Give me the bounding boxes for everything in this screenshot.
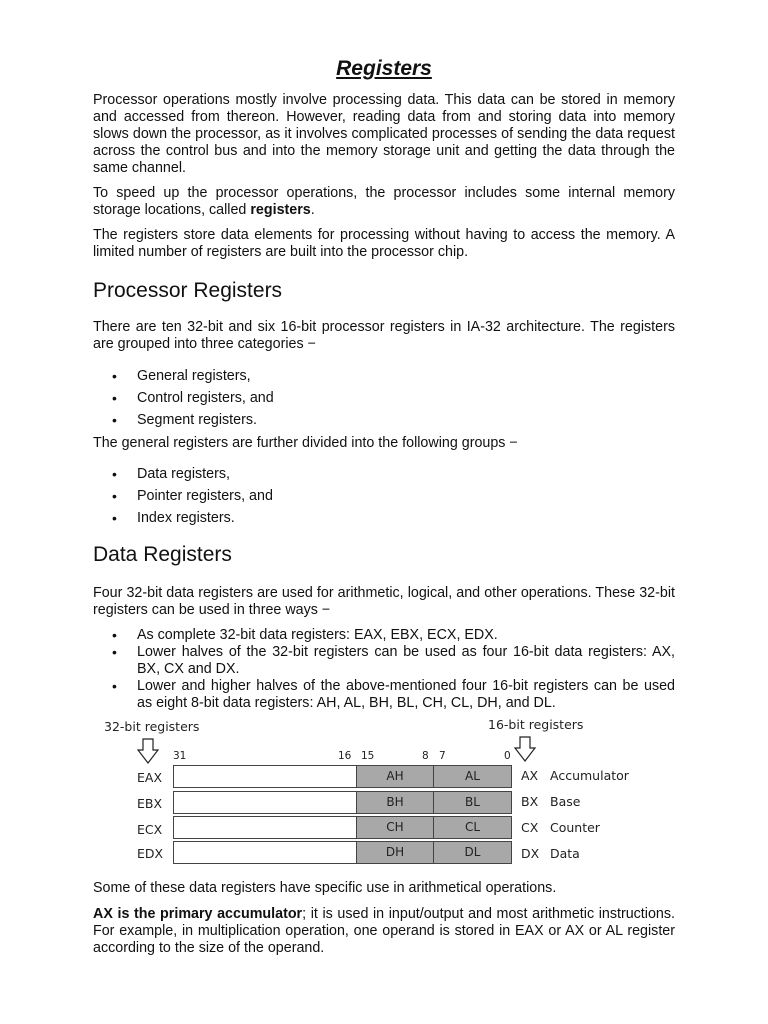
list-item <box>93 463 675 485</box>
list-item-text: General registers, <box>137 368 251 384</box>
list-item-text: Control registers, and <box>137 390 274 406</box>
low-byte-cell <box>433 791 512 814</box>
intro-p2-end: . <box>310 201 315 218</box>
register-role: Accumulator <box>550 768 629 783</box>
register-groups-list <box>93 463 675 529</box>
bullet-icon: • <box>112 368 117 384</box>
bit-16: 16 <box>338 750 352 762</box>
intro-paragraph-1: Processor operations mostly involve processing data. This data can be stored in memory and accessed from thereon. However, reading data from and storing data into memory slows down the processor, as it involves complicated processes of sending the data request across the control bus and into the memory storage unit and getting the data through the same channel. <box>93 92 675 176</box>
data-register-uses-list <box>93 627 675 712</box>
accumulator-text: ; it is used in input/output and most arithmetic instructions. For example, in multiplication operation, one operand is stored in EAX or AX or AL register according to the size of the operand. <box>93 906 675 956</box>
list-item <box>93 485 675 507</box>
low-byte-label: DL <box>464 845 481 859</box>
register-categories-list <box>93 365 675 431</box>
bullet-icon: • <box>112 677 117 694</box>
intro-paragraph-2 <box>93 185 675 219</box>
bullet-icon: • <box>112 510 117 526</box>
list-item-text: Lower halves of the 32-bit registers can be used as four 16-bit data registers: AX, BX, CX and DX. <box>137 643 675 677</box>
down-arrow-16-icon <box>514 736 536 762</box>
general-registers-paragraph: The general registers are further divided into the following groups − <box>93 435 518 451</box>
upper-16-bit-cell <box>173 816 357 839</box>
list-item-text: As complete 32-bit data registers: EAX, EBX, ECX, EDX. <box>137 627 498 643</box>
bit-0: 0 <box>504 750 511 762</box>
list-item-text: Index registers. <box>137 510 235 526</box>
heading-data-registers: Data Registers <box>93 543 232 566</box>
list-item <box>93 507 675 529</box>
high-byte-cell <box>356 841 434 864</box>
specific-use-paragraph: Some of these data registers have specific use in arithmetical operations. <box>93 880 557 896</box>
bullet-icon: • <box>112 412 117 428</box>
list-item <box>93 365 675 387</box>
register-row <box>173 791 517 814</box>
bullet-icon: • <box>112 390 117 406</box>
bullet-icon: • <box>112 627 117 643</box>
register-row <box>173 765 517 788</box>
register-role: Base <box>550 794 581 809</box>
upper-16-bit-cell <box>173 841 357 864</box>
list-item <box>93 409 675 431</box>
high-byte-cell <box>356 791 434 814</box>
label-32-bit-registers: 32-bit registers <box>104 719 200 734</box>
high-byte-cell <box>356 816 434 839</box>
low-byte-label: BL <box>465 795 480 809</box>
down-arrow-32-icon <box>137 738 159 764</box>
high-byte-label: CH <box>386 820 404 834</box>
registers-term: registers <box>250 201 311 218</box>
list-item <box>93 678 675 712</box>
bullet-icon: • <box>112 643 117 660</box>
reg16-label: DX <box>521 846 540 861</box>
list-item <box>93 387 675 409</box>
bit-15: 15 <box>361 750 375 762</box>
high-byte-label: DH <box>385 845 405 859</box>
list-item-text: Lower and higher halves of the above-mentioned four 16-bit registers can be used as eight 8-bit data registers: AH, AL, BH, BL, CH, CL, DH, and DL. <box>137 677 675 711</box>
page-title: Registers <box>336 57 432 80</box>
bullet-icon: • <box>112 466 117 482</box>
list-item-text: Pointer registers, and <box>137 488 273 504</box>
low-byte-cell <box>433 841 512 864</box>
low-byte-label: CL <box>464 820 481 834</box>
bit-8: 8 <box>422 750 429 762</box>
accumulator-term: AX is the primary accumulator <box>93 906 303 922</box>
list-item-text: Data registers, <box>137 466 230 482</box>
accumulator-paragraph <box>93 906 675 957</box>
upper-16-bit-cell <box>173 765 357 788</box>
data-registers-paragraph: Four 32-bit data registers are used for arithmetic, logical, and other operations. These 32-bit registers can be used in three ways − <box>93 585 675 618</box>
label-16-bit-registers: 16-bit registers <box>488 717 584 732</box>
reg32-label: EAX <box>137 770 163 785</box>
reg16-label: AX <box>521 768 539 783</box>
register-role: Counter <box>550 820 600 835</box>
list-item <box>93 627 675 644</box>
upper-16-bit-cell <box>173 791 357 814</box>
high-byte-label: AH <box>386 769 404 783</box>
register-diagram <box>0 716 768 872</box>
bit-7: 7 <box>439 750 446 762</box>
intro-p2-text: To speed up the processor operations, the processor includes some internal memory storage locations, called <box>93 185 675 218</box>
list-item <box>93 644 675 678</box>
low-byte-cell <box>433 816 512 839</box>
processor-registers-paragraph: There are ten 32-bit and six 16-bit processor registers in IA-32 architecture. The registers are grouped into three categories − <box>93 319 675 352</box>
reg32-label: EBX <box>137 796 163 811</box>
bit-31: 31 <box>173 750 187 762</box>
heading-processor-registers: Processor Registers <box>93 279 283 302</box>
high-byte-cell <box>356 765 434 788</box>
low-byte-cell <box>433 765 512 788</box>
high-byte-label: BH <box>386 795 404 809</box>
bullet-icon: • <box>112 488 117 504</box>
register-row <box>173 816 517 839</box>
reg16-label: CX <box>521 820 539 835</box>
low-byte-label: AL <box>465 769 480 783</box>
list-item-text: Segment registers. <box>137 412 257 428</box>
reg32-label: ECX <box>137 822 163 837</box>
register-row <box>173 841 517 864</box>
intro-paragraph-3: The registers store data elements for processing without having to access the memory. A limited number of registers are built into the processor chip. <box>93 227 675 260</box>
reg32-label: EDX <box>137 846 164 861</box>
reg16-label: BX <box>521 794 539 809</box>
register-role: Data <box>550 846 580 861</box>
